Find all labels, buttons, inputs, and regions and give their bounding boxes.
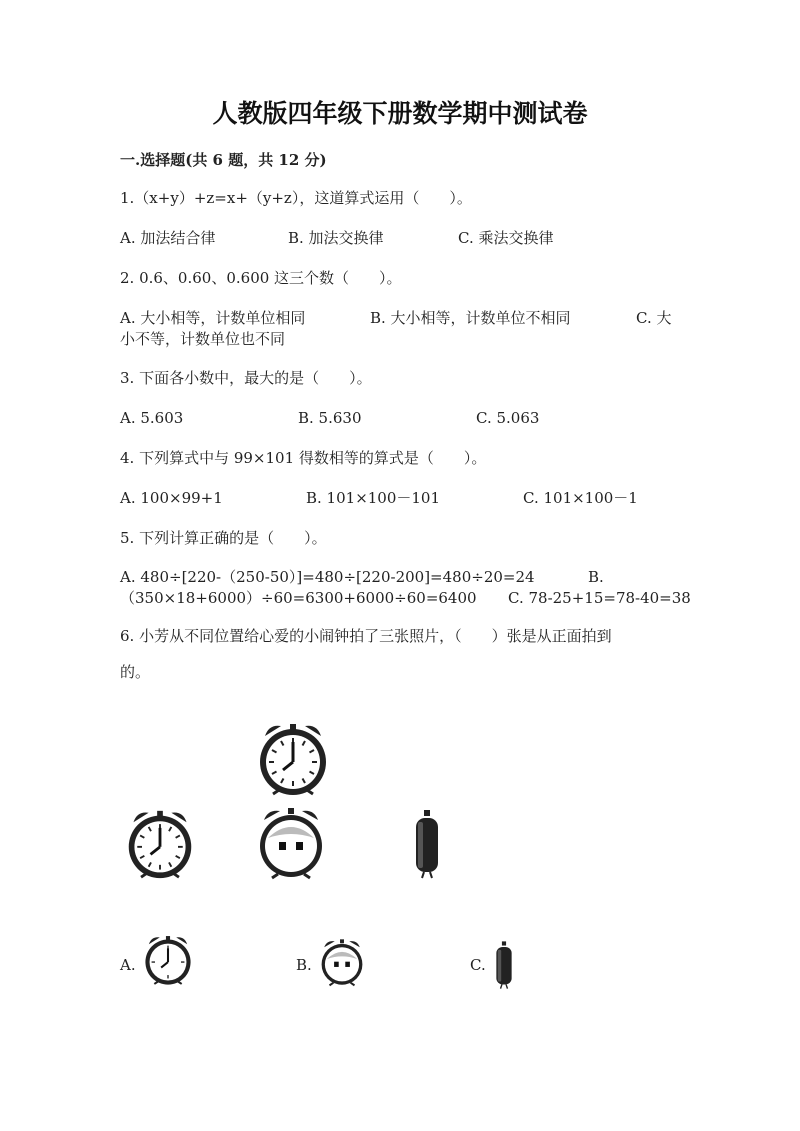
alarm-clock-back [256, 806, 326, 882]
question-5-option-c: C. 78-25+15=78-40=38 [508, 589, 691, 607]
question-2-option-c: C. 大 [636, 309, 672, 327]
question-1-stem: 1.（x+y）+z=x+（y+z），这道算式运用（ ）。 [120, 189, 472, 207]
question-2-option-c-continued: 小不等，计数单位也不同 [120, 330, 286, 348]
question-6-option-b-label: B. [296, 956, 312, 974]
question-2-option-b: B. 大小相等，计数单位不相同 [370, 309, 571, 327]
question-4-option-a: A. 100×99+1 [120, 489, 223, 507]
question-6-stem: 6. 小芳从不同位置给心爱的小闹钟拍了三张照片，（ ）张是从正面拍到 [120, 627, 612, 645]
alarm-clock-side [410, 808, 444, 880]
question-3-option-c: C. 5.063 [476, 409, 540, 427]
alarm-clock-option-b [318, 938, 366, 988]
question-6-option-a-label: A. [120, 956, 136, 974]
question-5-option-a: A. 480÷[220-（250-50）]=480÷[220-200]=480÷20=24 [120, 568, 535, 586]
question-1-option-c: C. 乘法交换律 [458, 229, 554, 247]
question-4-stem: 4. 下列算式中与 99×101 得数相等的算式是（ ）。 [120, 449, 487, 467]
question-1-option-b: B. 加法交换律 [288, 229, 384, 247]
alarm-clock-front-top [255, 720, 331, 798]
question-4-option-b: B. 101×100－101 [306, 489, 441, 507]
alarm-clock-front-left [124, 806, 196, 882]
question-3-stem: 3. 下面各小数中，最大的是（ ）。 [120, 369, 372, 387]
question-2-stem: 2. 0.6、0.60、0.600 这三个数（ ）。 [120, 269, 402, 287]
alarm-clock-option-c [492, 940, 516, 990]
question-1-option-a: A. 加法结合律 [120, 229, 216, 247]
question-4-option-c: C. 101×100－1 [523, 489, 638, 507]
question-2-option-a: A. 大小相等，计数单位相同 [120, 309, 306, 327]
question-5-stem: 5. 下列计算正确的是（ ）。 [120, 529, 327, 547]
page-title: 人教版四年级下册数学期中测试卷 [212, 99, 588, 128]
question-5-option-b: （350×18+6000）÷60=6300+6000÷60=6400 [120, 589, 477, 607]
question-5-option-b-label: B. [588, 568, 604, 586]
question-3-option-a: A. 5.603 [120, 409, 184, 427]
alarm-clock-option-a [142, 933, 194, 987]
question-6-stem-continued: 的。 [120, 663, 151, 681]
question-3-option-b: B. 5.630 [298, 409, 362, 427]
section-heading: 一.选择题(共 6 题，共 12 分) [120, 151, 327, 169]
question-6-option-c-label: C. [470, 956, 486, 974]
